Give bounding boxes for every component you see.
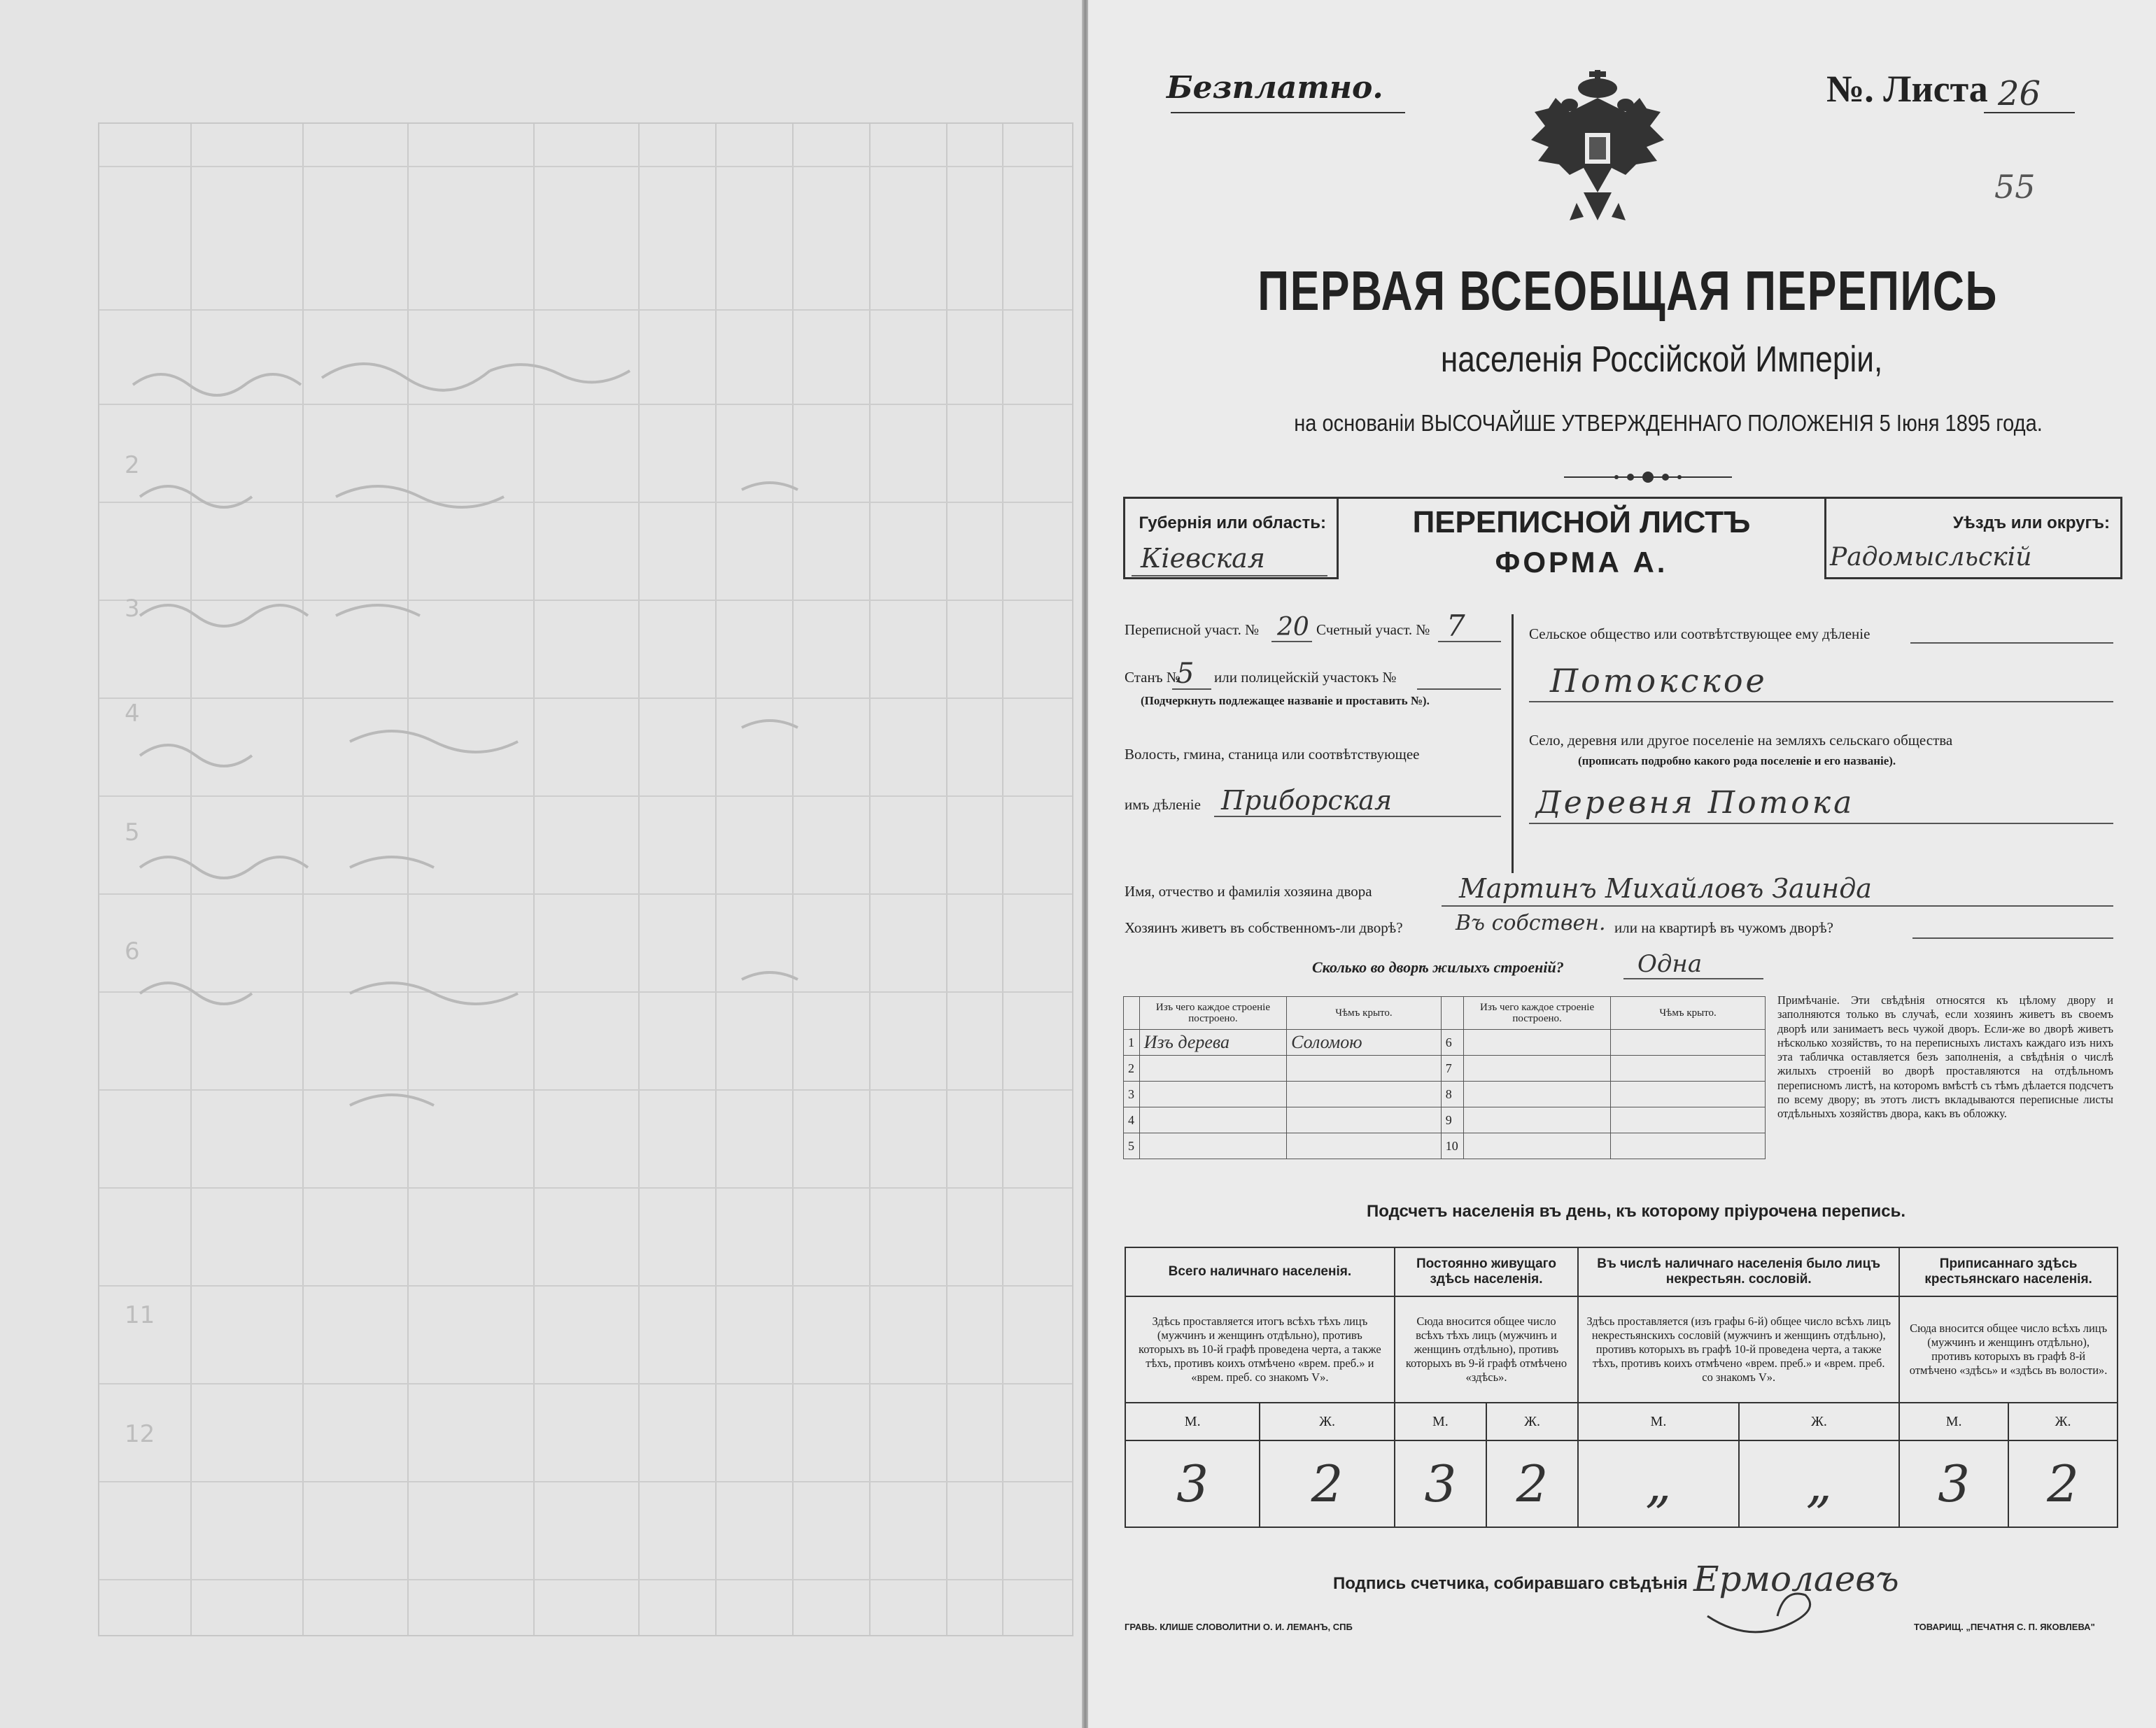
tally-header: Постоянно живущаго здѣсь населенія. bbox=[1395, 1247, 1578, 1296]
volost-label: Волость, гмина, станица или соотвѣтствующее bbox=[1125, 746, 1420, 763]
tally-header: Всего наличнаго населенія. bbox=[1125, 1247, 1395, 1296]
buildings-table bbox=[1123, 996, 1766, 1159]
ghost-handwriting bbox=[112, 322, 1064, 1133]
sheet-label: №. Листа bbox=[1826, 68, 1988, 110]
imperial-eagle-icon bbox=[1528, 70, 1668, 231]
district-value: Радомысльскій bbox=[1830, 543, 2032, 572]
signature-label: Подпись счетчика, собиравшаго свѣдѣнія bbox=[1333, 1574, 1688, 1593]
tally-table bbox=[1125, 1247, 2118, 1528]
table-row: 4 9 bbox=[1124, 1107, 1766, 1133]
tally-description: Сюда вносится общее число всѣхъ тѣхъ лицъ (мужчинъ и женщинъ отдѣльно), противъ которыхъ въ 9-й графѣ отмѣчено «здѣсь». bbox=[1395, 1296, 1578, 1403]
society-label: Сельское общество или соотвѣтствующее ему дѣленіе bbox=[1529, 625, 1870, 642]
col-roof: Чѣмъ крыто. bbox=[1287, 997, 1442, 1030]
table-row: 5 10 bbox=[1124, 1133, 1766, 1159]
ghost-row-number: 3 bbox=[125, 595, 140, 623]
page-title: ПЕРВАЯ ВСЕОБЩАЯ ПЕРЕПИСЬ bbox=[1257, 260, 1998, 322]
sheet-number: 26 bbox=[1998, 74, 2041, 113]
tally-value: 3 bbox=[1395, 1440, 1486, 1527]
tally-title: Подсчетъ населенія въ день, къ которому пріурочена перепись. bbox=[1367, 1202, 1905, 1221]
census-district-value: 20 bbox=[1277, 613, 1309, 642]
ghost-row-number: 4 bbox=[125, 700, 140, 728]
table-row: 1 Изъ дерева Соломою 6 bbox=[1124, 1030, 1766, 1056]
owner-value: Мартинъ Михайловъ Заинда bbox=[1459, 873, 1872, 904]
note-text: Примѣчаніе. Эти свѣдѣнія относятся къ цѣлому двору и заполняются только въ случаѣ, если хозяинъ живетъ въ своемъ дворѣ или занимаетъ весь чужой дворъ. Если-же во дворѣ живетъ нѣсколько хозяйствъ, то на переписныхъ листахъ каждаго изъ нихъ эта табличка оставляется безъ заполненія, а свѣдѣнія о числѣ жилыхъ строеній во дворѣ проставляются на отдѣльномъ переписномъ листѣ, на которомъ вмѣстѣ съ тѣмъ дѣлается подсчетъ по всему двору; въ этотъ листъ вкладываются переписные листы отдѣльныхъ хозяйствъ двора, какъ въ обложку. bbox=[1777, 993, 2113, 1121]
col-roof-2: Чѣмъ крыто. bbox=[1611, 997, 1766, 1030]
census-district-label: Переписной участ. № bbox=[1125, 621, 1260, 638]
tally-description: Здѣсь проставляется итогъ всѣхъ тѣхъ лицъ (мужчинъ и женщинъ отдѣльно), противъ которыхъ въ 10-й графѣ проведена черта, а также тѣхъ, противъ коихъ отмѣчено «врем. преб.» и «врем. преб. со знакомъ V». bbox=[1125, 1296, 1395, 1403]
sheet-stamp-number: 55 bbox=[1994, 168, 2036, 206]
province-label: Губернія или область: bbox=[1139, 514, 1326, 532]
counting-district-value: 7 bbox=[1446, 609, 1465, 643]
district-label: Уѣздъ или округъ: bbox=[1952, 514, 2110, 532]
tally-value: „ bbox=[1739, 1440, 1900, 1527]
male-label: М. bbox=[1899, 1403, 2008, 1440]
male-label: М. bbox=[1125, 1403, 1260, 1440]
tally-value: „ bbox=[1578, 1440, 1738, 1527]
society-value: Потокское bbox=[1550, 662, 1768, 700]
ornament-divider bbox=[1564, 467, 1732, 487]
buildings-label: Сколько во дворѣ жилыхъ строеній? bbox=[1312, 958, 1564, 976]
male-label: М. bbox=[1395, 1403, 1486, 1440]
form-subtitle: ФОРМА А. bbox=[1495, 546, 1668, 579]
tally-value: 2 bbox=[1486, 1440, 1578, 1527]
page-subtitle: населенія Россійской Имперіи, bbox=[1440, 339, 1883, 380]
tally-value: 3 bbox=[1899, 1440, 2008, 1527]
ghost-row-number: 6 bbox=[125, 937, 140, 965]
printer-left: ГРАВЬ. КЛИШЕ СЛОВОЛИТНИ О. И. ЛЕМАНЪ, СПБ bbox=[1125, 1622, 1353, 1632]
volost-value: Приборская bbox=[1221, 785, 1393, 816]
counting-district-label: Счетный участ. № bbox=[1316, 621, 1430, 638]
owner-lives-label: Хозяинъ живетъ въ собственномъ-ли дворѣ? bbox=[1125, 919, 1403, 936]
tally-value: 2 bbox=[1260, 1440, 1394, 1527]
signature-value: Ермолаевъ bbox=[1693, 1559, 1899, 1599]
right-page bbox=[1088, 0, 2156, 1728]
village-note: (прописать подробно какого рода поселеніе и его названіе). bbox=[1578, 754, 1896, 767]
signature-flourish bbox=[1704, 1588, 1844, 1637]
ghost-row-number: 5 bbox=[125, 819, 140, 847]
female-label: Ж. bbox=[1739, 1403, 1900, 1440]
col-material-2: Изъ чего каждое строеніе построено. bbox=[1463, 997, 1610, 1030]
female-label: Ж. bbox=[1486, 1403, 1578, 1440]
col-material: Изъ чего каждое строеніе построено. bbox=[1139, 997, 1286, 1030]
table-row: 2 7 bbox=[1124, 1056, 1766, 1082]
underline-note: (Подчеркнуть подлежащее названіе и проставить №). bbox=[1141, 694, 1430, 707]
form-title: ПЕРЕПИСНОЙ ЛИСТЪ bbox=[1412, 505, 1751, 539]
table-row: 3 8 bbox=[1124, 1082, 1766, 1107]
tally-header: Въ числѣ наличнаго населенія было лицъ некрестьян. сословій. bbox=[1578, 1247, 1899, 1296]
ghost-row-number: 12 bbox=[125, 1420, 155, 1448]
owner-lives-label-2: или на квартирѣ въ чужомъ дворѣ? bbox=[1614, 919, 1833, 936]
free-label: Безплатно. bbox=[1167, 70, 1383, 106]
owner-lives-value: Въ собствен. bbox=[1456, 911, 1606, 935]
tally-value: 3 bbox=[1125, 1440, 1260, 1527]
basis-line: на основаніи ВЫСОЧАЙШЕ УТВЕРЖДЕННАГО ПОЛОЖЕНІЯ 5 Іюня 1895 года. bbox=[1294, 410, 2043, 436]
tally-value: 2 bbox=[2008, 1440, 2118, 1527]
tally-description: Сюда вносится общее число всѣхъ лицъ (мужчинъ и женщинъ отдѣльно), противъ которыхъ въ графѣ 8-й отмѣчено «здѣсь» и «здѣсь въ волости». bbox=[1899, 1296, 2118, 1403]
police-label: или полицейскій участокъ № bbox=[1214, 669, 1397, 686]
ghost-row-number: 11 bbox=[125, 1301, 155, 1329]
tally-description: Здѣсь проставляется (изъ графы 6-й) общее число всѣхъ лицъ некрестьянскихъ сословій (мужчинъ и женщинъ отдѣльно), противъ которыхъ въ графѣ 10-й проведена черта, а также тѣхъ, противъ коихъ отмѣчено «врем. преб.» и «врем. преб. со знакомъ V». bbox=[1578, 1296, 1899, 1403]
village-label: Село, деревня или другое поселеніе на земляхъ сельскаго общества bbox=[1529, 732, 1953, 749]
owner-label: Имя, отчество и фамилія хозяина двора bbox=[1125, 883, 1372, 900]
stan-value: 5 bbox=[1176, 658, 1195, 690]
ghost-row-number: 2 bbox=[125, 451, 140, 479]
printer-right: ТОВАРИЩ. „ПЕЧАТНЯ С. П. ЯКОВЛЕВА" bbox=[1914, 1622, 2095, 1632]
tally-header: Приписаннаго здѣсь крестьянскаго населенія. bbox=[1899, 1247, 2118, 1296]
buildings-value: Одна bbox=[1637, 950, 1703, 978]
province-value: Кіевская bbox=[1141, 543, 1265, 574]
female-label: Ж. bbox=[2008, 1403, 2118, 1440]
volost-label-2: имъ дѣленіе bbox=[1125, 796, 1201, 813]
female-label: Ж. bbox=[1260, 1403, 1394, 1440]
stan-label: Станъ № bbox=[1125, 669, 1181, 686]
male-label: М. bbox=[1578, 1403, 1738, 1440]
village-value: Деревня Потока bbox=[1536, 785, 1855, 821]
